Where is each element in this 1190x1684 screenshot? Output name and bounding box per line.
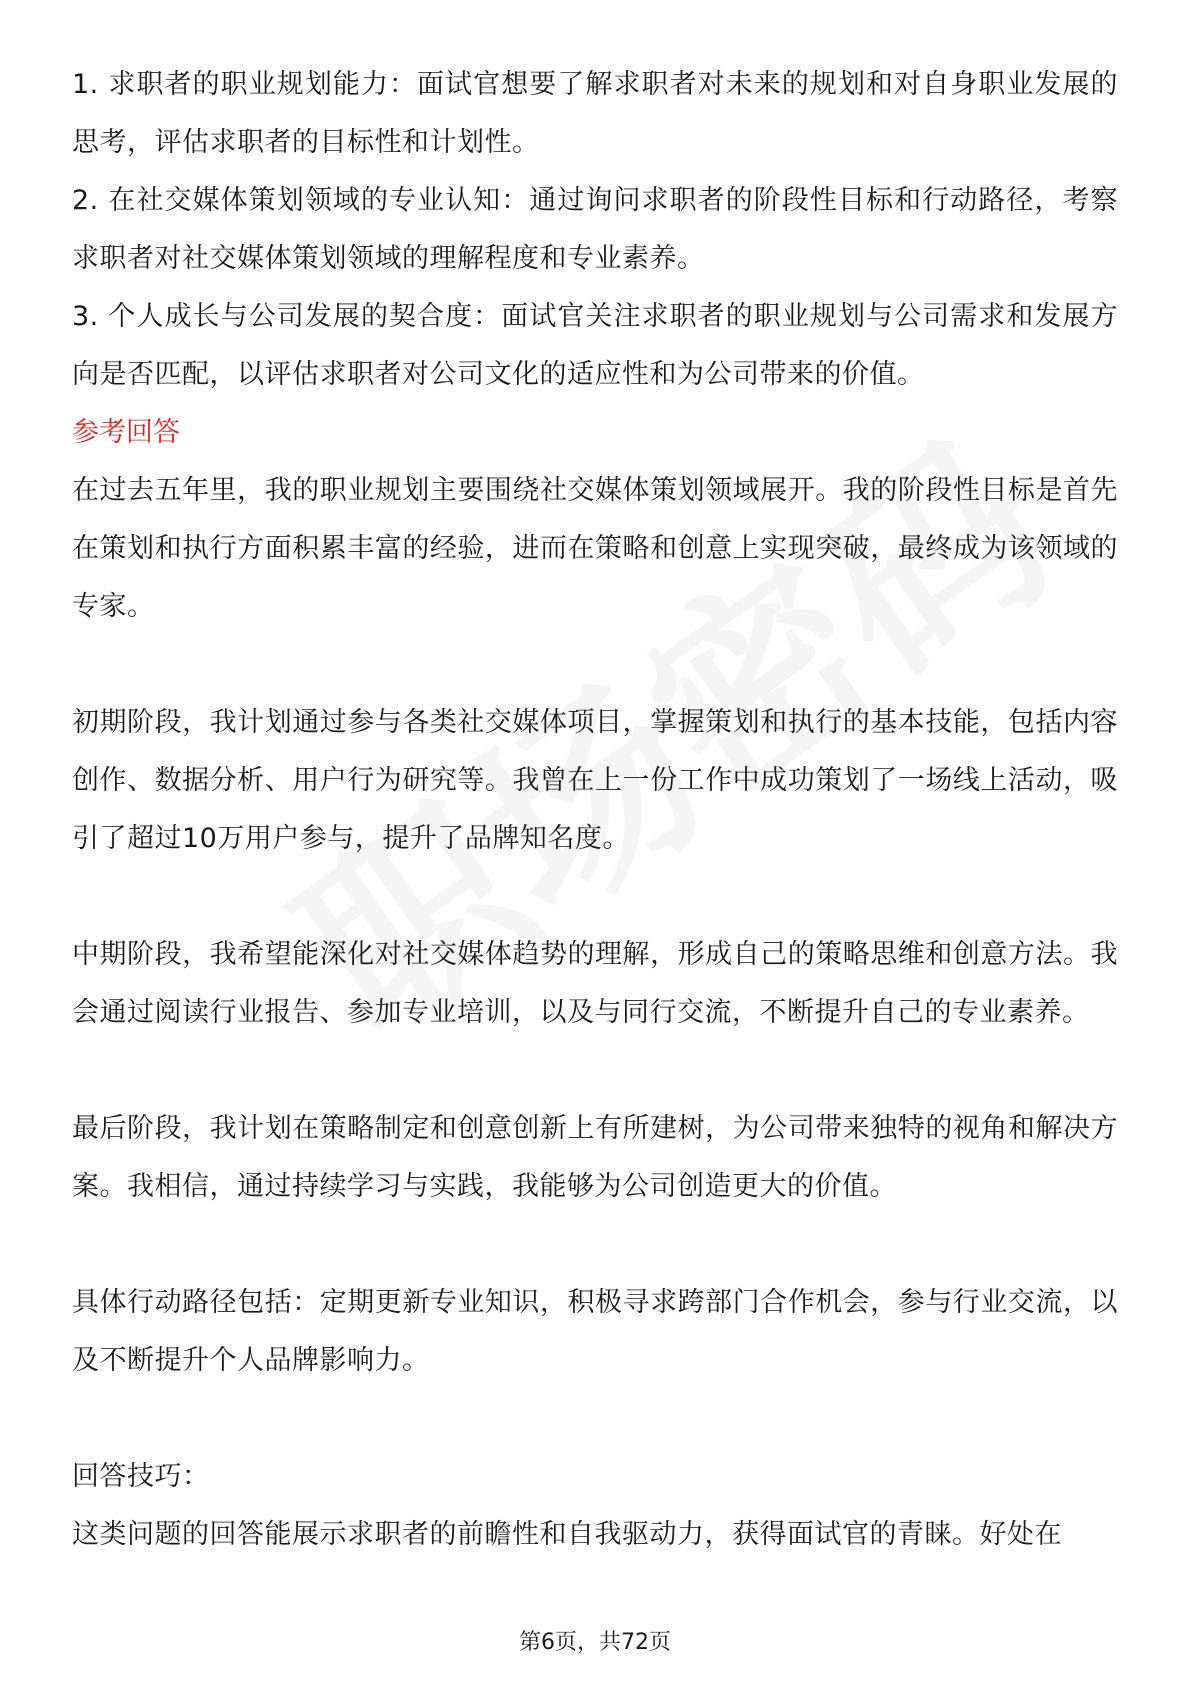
paragraph-gap [72,636,1118,694]
answer-paragraph-5: 具体行动路径包括：定期更新专业知识，积极寻求跨部门合作机会，参与行业交流，以及不断提升个人品牌影响力。 [72,1287,1118,1376]
paragraph-gap [72,868,1118,926]
paragraph-gap [72,1390,1118,1448]
paragraph-gap [72,1216,1118,1274]
answer-paragraph-4: 最后阶段，我计划在策略制定和创意创新上有所建树，为公司带来独特的视角和解决方案。我相信，通过持续学习与实践，我能够为公司创造更大的价值。 [72,1113,1118,1202]
answer-paragraph-1: 在过去五年里，我的职业规划主要围绕社交媒体策划领域展开。我的阶段性目标是首先在策划和执行方面积累丰富的经验，进而在策略和创意上实现突破，最终成为该领域的专家。 [72,475,1118,622]
analysis-point-1: 1. 求职者的职业规划能力：面试官想要了解求职者对未来的规划和对自身职业发展的思考，评估求职者的目标性和计划性。 [72,69,1118,158]
tips-text: 这类问题的回答能展示求职者的前瞻性和自我驱动力，获得面试官的青睐。好处在 [72,1519,1062,1550]
answer-paragraph-2: 初期阶段，我计划通过参与各类社交媒体项目，掌握策划和执行的基本技能，包括内容创作、数据分析、用户行为研究等。我曾在上一份工作中成功策划了一场线上活动，吸引了超过10万用户参与，提升了品牌知名度。 [72,707,1118,854]
analysis-point-3: 3. 个人成长与公司发展的契合度：面试官关注求职者的职业规划与公司需求和发展方向是否匹配，以评估求职者对公司文化的适应性和为公司带来的价值。 [72,301,1118,390]
reference-answer-heading: 参考回答 [72,417,180,448]
answer-paragraph-3: 中期阶段，我希望能深化对社交媒体趋势的理解，形成自己的策略思维和创意方法。我会通过阅读行业报告、参加专业培训，以及与同行交流，不断提升自己的专业素养。 [72,939,1118,1028]
tips-heading: 回答技巧： [72,1461,210,1492]
paragraph-gap [72,1042,1118,1100]
document-body [72,56,1118,1564]
page-footer: 第6页，共72页 [519,1630,671,1655]
analysis-point-2: 2. 在社交媒体策划领域的专业认知：通过询问求职者的阶段性目标和行动路径，考察求职者对社交媒体策划领域的理解程度和专业素养。 [72,185,1118,274]
